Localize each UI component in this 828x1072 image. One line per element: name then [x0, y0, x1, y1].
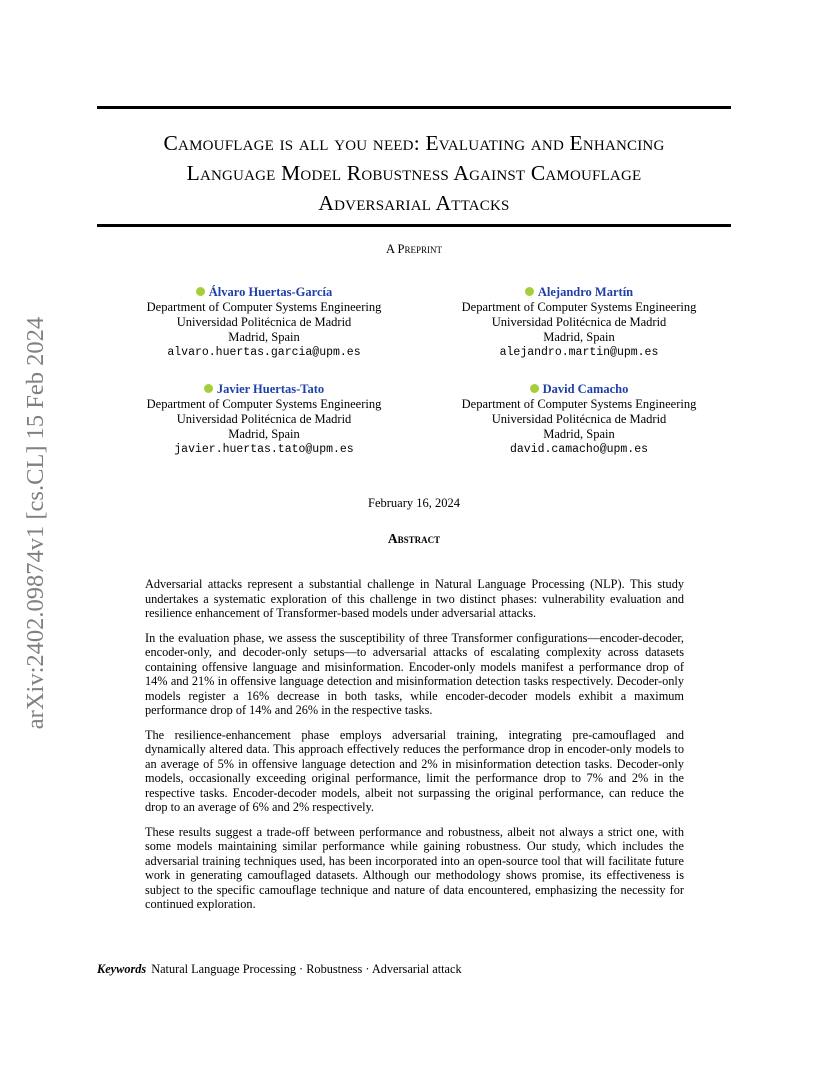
title-rule-bottom: [97, 224, 731, 227]
author-location: Madrid, Spain: [228, 427, 300, 441]
publication-date: February 16, 2024: [368, 496, 460, 510]
abstract-paragraph: These results suggest a trade-off between performance and robustness, albeit not always a strict one, with some models maintaining similar performance while gaining robustness. Our study, which includes the adversarial training techniques used, has been incorporated into an open-source tool that will facilitate future work in generating camouflaged datasets. Although our methodology shows promise, its effectiveness is subject to the specific camouflage technique and nature of data encountered, emphasizing the necessity for continued exploration.: [145, 824, 684, 911]
author-location: Madrid, Spain: [543, 330, 615, 344]
preprint-label: A Preprint: [386, 242, 442, 256]
keywords-line: [97, 962, 731, 977]
title-line: Camouflage is all you need: Evaluating and Enhancing: [163, 131, 665, 155]
author-block: [114, 382, 414, 457]
abstract-body: [145, 577, 684, 922]
author-email: alejandro.martin@upm.es: [499, 346, 659, 359]
author-name-link[interactable]: Alejandro Martín: [537, 285, 634, 299]
orcid-icon[interactable]: [530, 384, 539, 393]
abstract-heading: Abstract: [387, 531, 441, 546]
author-university: Universidad Politécnica de Madrid: [176, 412, 352, 426]
keywords-label: Keywords: [97, 962, 147, 976]
author-department: Department of Computer Systems Engineering: [146, 397, 382, 411]
author-university: Universidad Politécnica de Madrid: [176, 315, 352, 329]
orcid-icon[interactable]: [525, 287, 534, 296]
author-block: [114, 285, 414, 360]
orcid-icon[interactable]: [204, 384, 213, 393]
abstract-paragraph: Adversarial attacks represent a substantial challenge in Natural Language Processing (NLP). This study undertakes a systematic exploration of this challenge in two distinct phases: vulnerability evaluation and resilience enhancement of Transformer-based models under adversarial attacks.: [145, 577, 684, 620]
paper-title: [97, 128, 731, 218]
arxiv-stamp-text: arXiv:2402.09874v1 [cs.CL] 15 Feb 2024: [22, 316, 49, 730]
author-name-link[interactable]: Javier Huertas-Tato: [216, 382, 325, 396]
author-department: Department of Computer Systems Engineering: [461, 300, 697, 314]
abstract-paragraph: The resilience-enhancement phase employs adversarial training, integrating pre-camouflaged and dynamically altered data. This approach effectively reduces the performance drop in encoder-only models to an average of 5% in offensive language detection and 2% in misinformation detection tasks. Decoder-only models, occasionally exceeding original performance, limit the performance drop to 7% and 2% in the respective tasks. Encoder-decoder models, albeit not surpassing the original performance, can reduce the drop to an average of 6% and 2% respectively.: [145, 727, 684, 814]
author-block: [429, 285, 729, 360]
orcid-icon[interactable]: [196, 287, 205, 296]
author-email: alvaro.huertas.garcia@upm.es: [167, 346, 361, 359]
author-university: Universidad Politécnica de Madrid: [491, 315, 667, 329]
author-email: david.camacho@upm.es: [509, 443, 649, 456]
author-department: Department of Computer Systems Engineering: [146, 300, 382, 314]
author-email: javier.huertas.tato@upm.es: [174, 443, 354, 456]
author-university: Universidad Politécnica de Madrid: [491, 412, 667, 426]
abstract-paragraph: In the evaluation phase, we assess the susceptibility of three Transformer configurations—encoder-decoder, encoder-only, and decoder-only setups—to adversarial attacks of escalating complexity across datasets containing offensive language and misinformation. Encoder-only models manifest a performance drop of 14% and 21% in offensive language detection and misinformation detection tasks respectively. Decoder-only models register a 16% decrease in both tasks, while encoder-decoder models exhibit a maximum performance drop of 14% and 26% in the respective tasks.: [145, 630, 684, 717]
keywords-list: Natural Language Processing · Robustness · Adversarial attack: [151, 962, 462, 976]
author-name-link[interactable]: Álvaro Huertas-García: [208, 285, 333, 299]
author-location: Madrid, Spain: [543, 427, 615, 441]
author-department: Department of Computer Systems Engineering: [461, 397, 697, 411]
title-rule-top: [97, 106, 731, 109]
author-block: [429, 382, 729, 457]
author-name-link[interactable]: David Camacho: [542, 382, 629, 396]
author-location: Madrid, Spain: [228, 330, 300, 344]
title-line: Language Model Robustness Against Camouflage: [186, 161, 642, 185]
title-line: Adversarial Attacks: [318, 191, 510, 215]
